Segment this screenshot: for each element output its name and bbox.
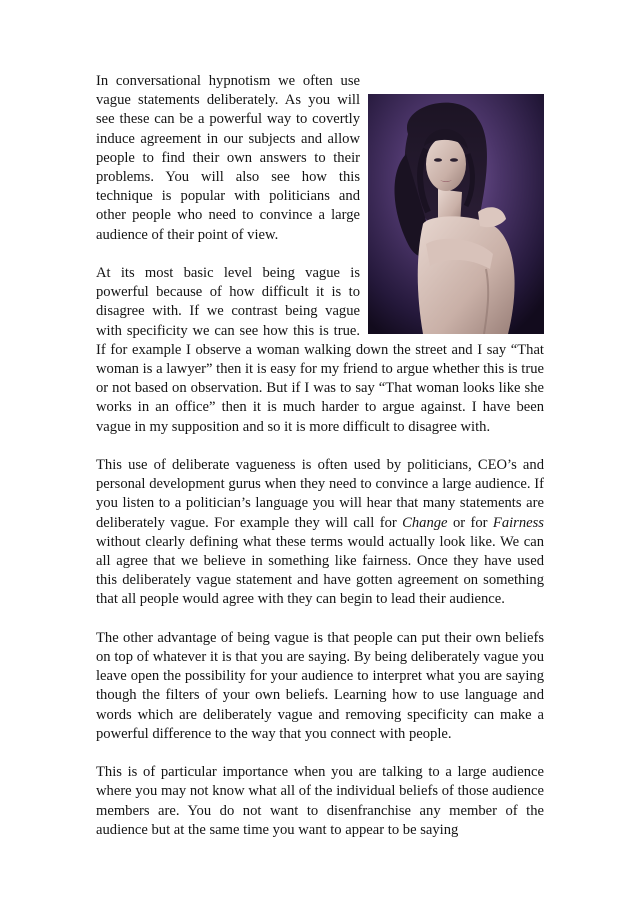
paragraph-text: The other advantage of being vague is that people can put their own beliefs on top of whatever it is that you are saying. By being deliberately vague you leave open the possibility for your audience to interpret what you are saying though the filters of your own beliefs. Learning how to use language and words which are deliberately vague and removing specificity can make a powerful difference to the way that you connect with people. [96,629,544,742]
paragraph-text: At its most basic level being vague is powerful because of how difficult it is to disagree with. If we contrast being vague with specificity we can see how this is true. If for example I observe a woman walking down the street and I say “That woman is a lawyer” then it is easy for my friend to argue whether this is true or not based on observation. But if I was to say “That woman looks like she works in an office” then it is much harder to argue against. I have been vague in my supposition and so it is more difficult to disagree with. [96,265,544,435]
emphasized-term: Change [402,514,448,531]
document-body [96,72,544,859]
paragraph-text: or for [447,514,493,531]
paragraph-text: This is of particular importance when you are talking to a large audience where you may not know what all of the individual beliefs of those audience members are. You do not want to disenfranchise any member of the audience but at the same time you want to appear to be saying [96,764,544,838]
portrait-photo [368,94,544,334]
paragraph-text: without clearly defining what these terms would actually look like. We can all agree that we believe in something like fairness. Once they have used this deliberately vague statement and have gotten agreement on something that all people would agree with they can begin to lead their audience. [96,533,544,608]
paragraph-text: In conversational hypnotism we often use vague statements deliberately. As you will see these can be a powerful way to covertly induce agreement in our subjects and allow people to find their own answers to their problems. You will also see how this technique is popular with politicians and other people who need to convince a large audience of their point of view. [96,73,360,243]
paragraph-4 [96,629,544,744]
paragraph-3 [96,456,544,610]
paragraph-text: This use of deliberate vagueness is often used by politicians, CEO’s and personal development gurus when they need to convince a large audience. If you listen to a politician’s language you will hear that many statements are deliberately vague. For example they will call for [96,457,544,531]
emphasized-term: Fairness [492,514,544,531]
portrait-illustration [368,94,544,334]
paragraph-5 [96,763,544,840]
